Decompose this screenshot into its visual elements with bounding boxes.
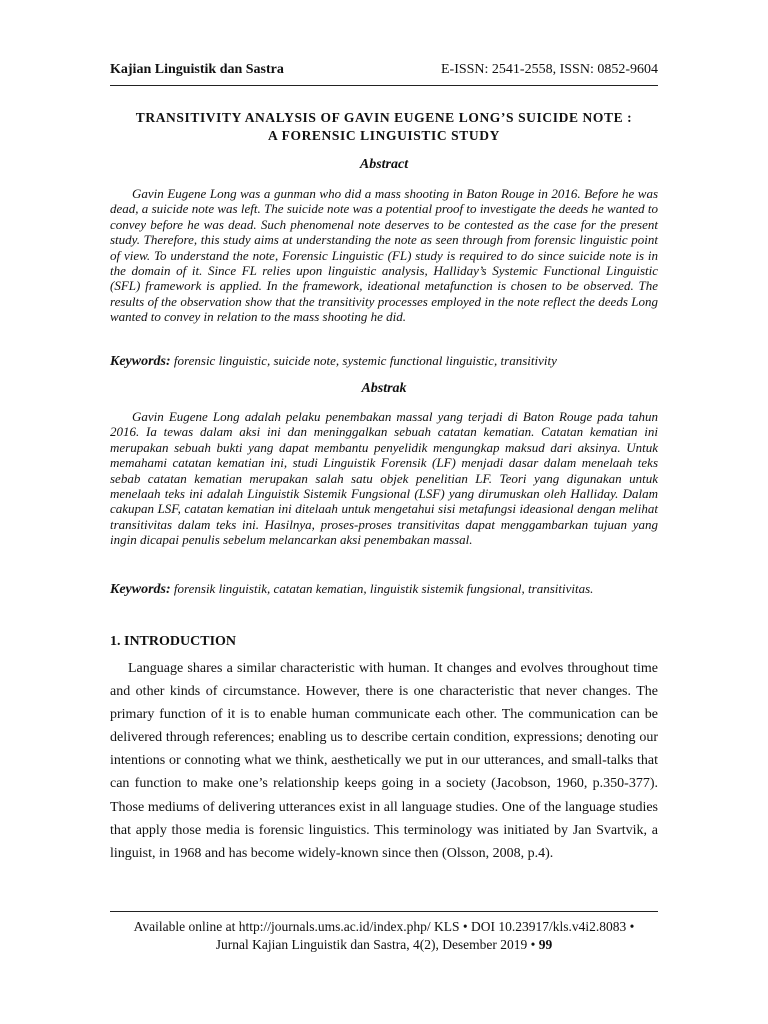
running-header — [110, 62, 658, 84]
keywords-label: Keywords: — [110, 354, 171, 369]
paper-title — [110, 109, 658, 145]
footer-citation: Jurnal Kajian Linguistik dan Sastra, 4(2), Desember 2019 • — [215, 937, 536, 952]
issn-info: E-ISSN: 2541-2558, ISSN: 0852-9604 — [440, 62, 658, 77]
page-number: 99 — [538, 937, 553, 952]
introduction-paragraph: Language shares a similar characteristic with human. It changes and evolves throughout time and other kinds of circumstance. However, there is one characteristic that never changes. The primary function of it is to enable human communicate each other. The communication can be delivered through references; enabling us to describe certain condition, expressions; denoting our intentions or connoting what we think, aesthetically we put in our utterances, and small-talks that can function to make one’s relationship keeps going in a society (Jacobson, 1960, p.350-377). Those mediums of delivering utterances exist in all language studies. One of the language studies that apply those media is forensic linguistics. This terminology was initiated by Jan Svartvik, a linguist, in 1968 and has become widely-known since then (Olsson, 2008, p.4). — [110, 661, 658, 861]
keywords-id — [110, 581, 658, 598]
footer-divider — [110, 911, 658, 912]
keywords-list: forensic linguistic, suicide note, systemic functional linguistic, transitivity — [173, 353, 557, 368]
footer-line-2 — [110, 937, 658, 953]
paper-title-line-1: TRANSITIVITY ANALYSIS OF GAVIN EUGENE LONG’S SUICIDE NOTE : — [135, 110, 633, 125]
abstrak-heading: Abstrak — [361, 381, 407, 396]
abstract-heading: Abstract — [359, 157, 409, 172]
abstrak-text: Gavin Eugene Long adalah pelaku penembakan massal yang terjadi di Baton Rouge pada tahun 2016. Ia tewas dalam aksi ini dan meninggalkan sebuah catatan kematian. Catatan kematian ini merupakan sebuah bukti yang dapat membantu penyelidik mengungkap maksud dari aksinya. Untuk memahami catatan kematian ini, studi Linguistik Forensik (LF) menjadi dasar dalam menelaah teks sebab catatan kematian merupakan salah satu objek penelitian LF. Teori yang digunakan untuk menelaah teks ini adalah Linguistik Sistemik Fungsional (LSF) yang dirumuskan oleh Halliday. Dalam cakupan LSF, catatan kematian ini ditelaah untuk mengetahui sisi metafungsi ideasional dengan melihat transitivitas dalam teks ini. Hasilnya, proses-proses transitivitas dapat menggambarkan tujuan yang ingin dicapai penulis sebelum melancarkan aksi penembakan massal. — [110, 409, 658, 548]
header-divider — [110, 85, 658, 86]
keywords-list: forensik linguistik, catatan kematian, linguistik sistemik fungsional, transitivitas. — [173, 581, 594, 596]
section-heading-introduction: 1. INTRODUCTION — [110, 634, 237, 649]
footer-line-1: Available online at http://journals.ums.ac.id/index.php/ KLS • DOI 10.23917/kls.v4i2.8083 • — [133, 919, 635, 934]
journal-name: Kajian Linguistik dan Sastra — [110, 62, 284, 77]
paper-title-line-2: A FORENSIC LINGUISTIC STUDY — [268, 128, 500, 143]
keywords-en — [110, 353, 658, 370]
abstract-text: Gavin Eugene Long was a gunman who did a mass shooting in Baton Rouge in 2016. Before he was dead, a suicide note was left. The suicide note was a potential proof to investigate the deeds he wanted to convey before he was dead. Such phenomenal note deserves to be contested as the case for the present study. Therefore, this study aims at understanding the note as seen through from forensic linguistic point of view. To understand the note, Forensic Linguistic (FL) study is required to do since suicide note is in the domain of it. Since FL relies upon linguistic analysis, Halliday’s Systemic Functional Linguistic (SFL) framework is applied. In the framework, ideational metafunction is chosen to be observed. The results of the observation show that the transitivity processes employed in the note reflect the deeds Long wanted to convey in relation to the mass shooting he did. — [110, 186, 658, 325]
keywords-label: Keywords: — [110, 582, 171, 597]
